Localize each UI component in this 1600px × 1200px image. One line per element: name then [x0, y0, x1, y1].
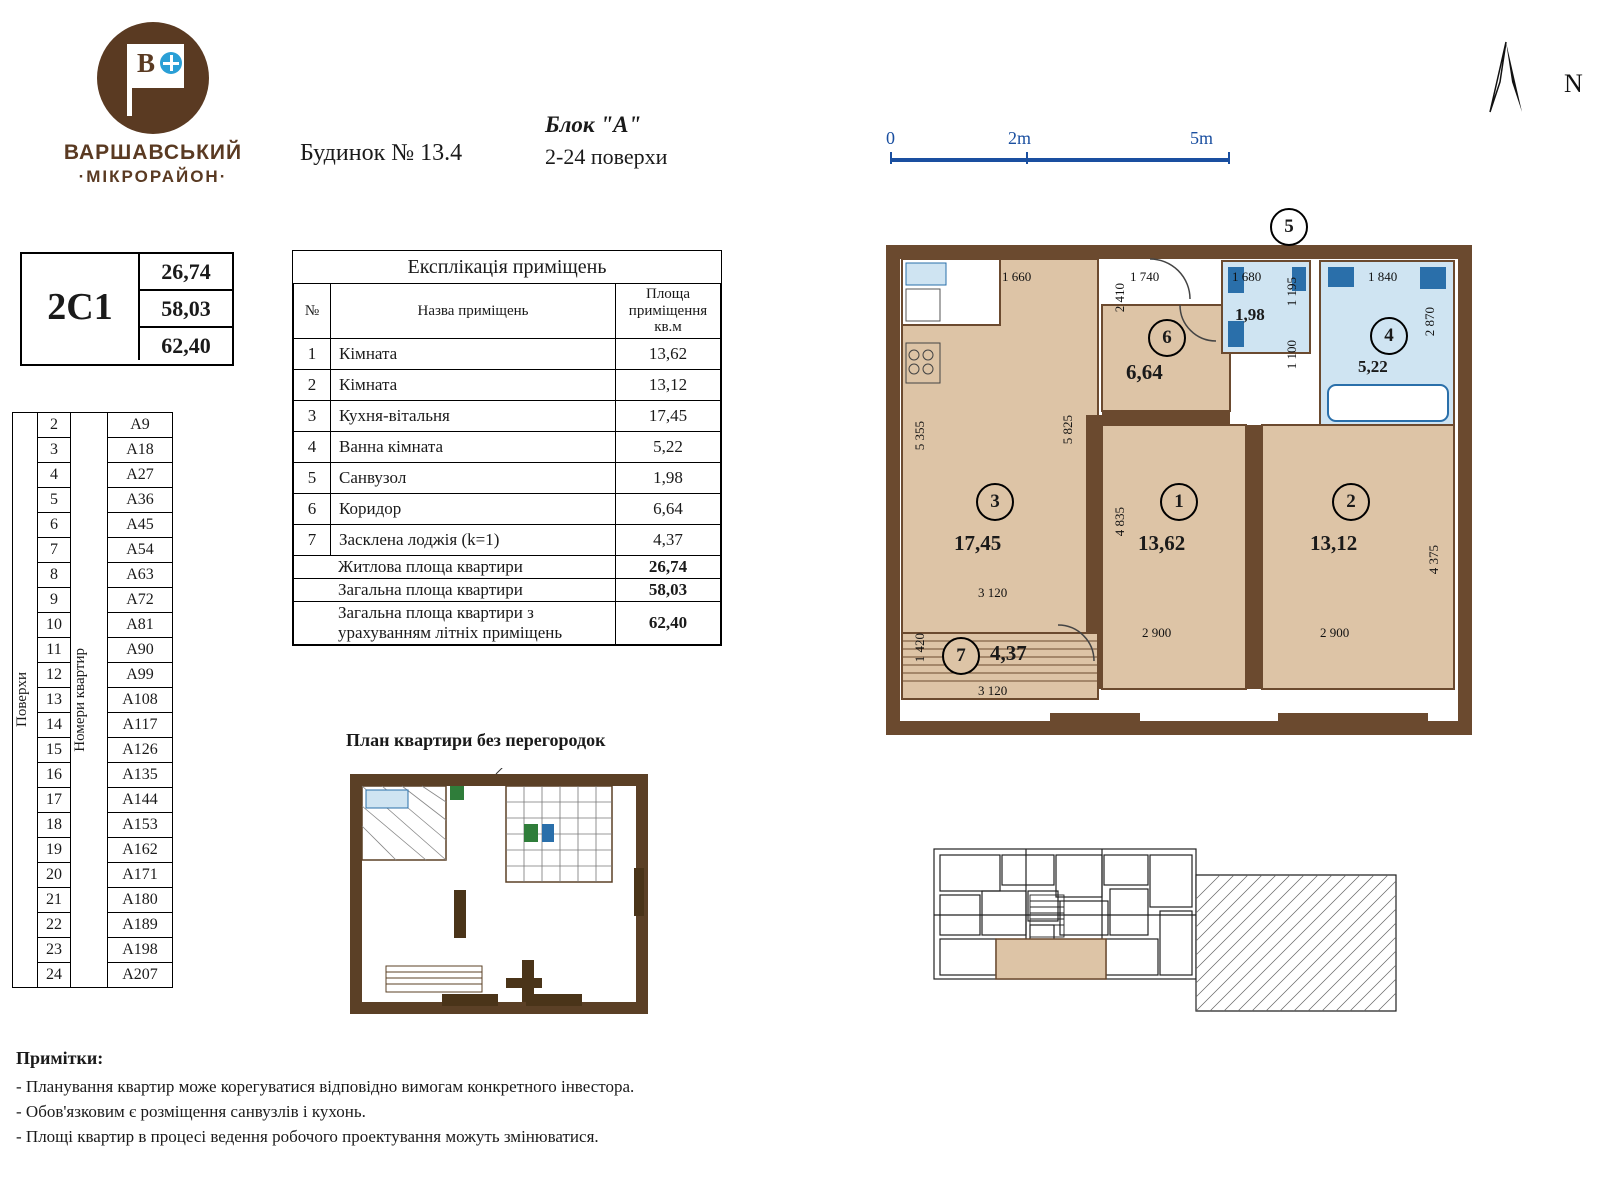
dim-top-4: 1 840 — [1368, 269, 1398, 284]
apartment-number: А45 — [108, 513, 173, 538]
summary-area: 62,40 — [616, 602, 721, 645]
room-area: 4,37 — [616, 525, 721, 556]
explication-row — [294, 370, 721, 401]
room-name: Кімната — [331, 370, 616, 401]
plan-room-number-3: 3 — [976, 483, 1014, 521]
explication-summary-row — [294, 602, 721, 645]
room-name: Санвузол — [331, 463, 616, 494]
floor-number: 8 — [38, 563, 71, 588]
floor-number: 7 — [38, 538, 71, 563]
apartment-number: А9 — [108, 413, 173, 438]
col-header-num: № — [294, 284, 331, 339]
north-arrow-icon — [1478, 38, 1588, 118]
plan-room-number-2: 2 — [1332, 483, 1370, 521]
plan-room-number-5: 5 — [1270, 208, 1308, 246]
explication-row — [294, 339, 721, 370]
apartment-number: А54 — [108, 538, 173, 563]
note-item: - Площі квартир в процесі ведення робочого проектування можуть змінюватися. — [16, 1127, 599, 1146]
apartment-number: А171 — [108, 863, 173, 888]
house-number: Будинок № 13.4 — [300, 140, 463, 166]
logo-line-2: ·МІКРОРАЙОН· — [78, 167, 228, 187]
floor-number: 15 — [38, 738, 71, 763]
room-number: 5 — [294, 463, 331, 494]
summary-name: Житлова площа квартири — [294, 556, 616, 579]
room-number: 7 — [294, 525, 331, 556]
explication-title: Експлікація приміщень — [294, 251, 721, 284]
scale-bar — [886, 128, 1250, 178]
floor-number: 23 — [38, 938, 71, 963]
apartment-type-code: 2С1 — [47, 286, 113, 328]
note-item: - Обов'язковим є розміщення санвузлів і кухонь. — [16, 1102, 366, 1121]
floor-number: 16 — [38, 763, 71, 788]
plan-room-number-4: 4 — [1370, 317, 1408, 355]
floors-apartments-table — [12, 412, 173, 988]
dim-bottom-2: 2 900 — [1142, 625, 1172, 640]
dim-inner-5: 4 835 — [1112, 507, 1127, 537]
floor-number: 12 — [38, 663, 71, 688]
apartment-number: А108 — [108, 688, 173, 713]
plan-room-area-7: 4,37 — [990, 641, 1027, 665]
floors-table-row — [13, 413, 173, 438]
no-partitions-plan — [346, 768, 652, 1020]
dim-inner-6: 4 375 — [1426, 545, 1441, 575]
apartment-number: А18 — [108, 438, 173, 463]
room-area: 17,45 — [616, 401, 721, 432]
apartment-number: А63 — [108, 563, 173, 588]
logo-emblem-icon — [97, 22, 209, 134]
building-floor-plan — [930, 845, 1400, 1095]
room-area: 13,62 — [616, 339, 721, 370]
col-header-name: Назва приміщень — [331, 284, 616, 339]
explication-row — [294, 463, 721, 494]
apartment-number: А117 — [108, 713, 173, 738]
room-area: 13,12 — [616, 370, 721, 401]
room-name: Кухня-вітальня — [331, 401, 616, 432]
room-number: 6 — [294, 494, 331, 525]
notes-title: Примітки: — [16, 1048, 104, 1068]
apartment-number: А126 — [108, 738, 173, 763]
scale-label-2m: 2m — [1008, 128, 1032, 148]
room-name: Засклена лоджія (k=1) — [331, 525, 616, 556]
dim-left-2: 5 825 — [1060, 415, 1075, 445]
apartment-number: А153 — [108, 813, 173, 838]
floor-number: 5 — [38, 488, 71, 513]
apartment-number: А99 — [108, 663, 173, 688]
floors-range: 2-24 поверхи — [545, 144, 668, 169]
apartment-number: А135 — [108, 763, 173, 788]
scale-label-0: 0 — [886, 128, 895, 148]
room-area: 6,64 — [616, 494, 721, 525]
note-item: - Планування квартир може корегуватися відповідно вимогам конкретного інвестора. — [16, 1077, 635, 1096]
plan-room-area-2: 13,12 — [1310, 531, 1358, 555]
floor-number: 14 — [38, 713, 71, 738]
explication-table — [292, 250, 722, 646]
plan-room-area-1: 13,62 — [1138, 531, 1186, 555]
floor-number: 21 — [38, 888, 71, 913]
dim-top-2: 1 740 — [1130, 269, 1160, 284]
dim-top-1: 1 660 — [1002, 269, 1032, 284]
plan-room-area-5: 1,98 — [1235, 305, 1265, 324]
floor-number: 6 — [38, 513, 71, 538]
dim-bottom-1: 3 120 — [978, 585, 1008, 600]
room-number: 2 — [294, 370, 331, 401]
living-area-value: 26,74 — [161, 258, 211, 284]
room-number: 3 — [294, 401, 331, 432]
plan-room-number-1: 1 — [1160, 483, 1198, 521]
dim-inner-3: 1 100 — [1284, 340, 1299, 370]
apartment-number: А162 — [108, 838, 173, 863]
plan-room-number-6: 6 — [1148, 319, 1186, 357]
dim-top-3: 1 680 — [1232, 269, 1262, 284]
apartment-type-box — [20, 252, 234, 366]
floor-number: 13 — [38, 688, 71, 713]
summary-area: 26,74 — [616, 556, 721, 579]
svg-text:N: N — [1564, 69, 1583, 98]
apartment-number: А90 — [108, 638, 173, 663]
floor-number: 22 — [38, 913, 71, 938]
dim-bottom-4: 3 120 — [978, 683, 1008, 698]
floor-number: 17 — [38, 788, 71, 813]
summary-name: Загальна площа квартири — [294, 579, 616, 602]
floors-column-header: Поверхи — [13, 413, 38, 988]
no-partitions-plan-label: План квартири без перегородок — [346, 730, 606, 750]
dim-inner-1: 2 410 — [1112, 283, 1127, 313]
summary-area: 58,03 — [616, 579, 721, 602]
explication-summary-row — [294, 556, 721, 579]
apartment-number: А207 — [108, 963, 173, 988]
floor-number: 9 — [38, 588, 71, 613]
logo-text — [38, 140, 268, 188]
plan-room-area-3: 17,45 — [954, 531, 1002, 555]
dim-bottom-3: 2 900 — [1320, 625, 1350, 640]
explication-row — [294, 525, 721, 556]
scale-label-5m: 5m — [1190, 128, 1214, 148]
block-name: Блок "А" — [545, 112, 642, 137]
room-name: Кімната — [331, 339, 616, 370]
dim-inner-2: 1 195 — [1284, 277, 1299, 307]
floor-number: 10 — [38, 613, 71, 638]
room-area: 5,22 — [616, 432, 721, 463]
apartment-number: А72 — [108, 588, 173, 613]
apartment-floor-plan — [880, 216, 1480, 745]
floor-number: 3 — [38, 438, 71, 463]
floor-number: 18 — [38, 813, 71, 838]
explication-summary-row — [294, 579, 721, 602]
floor-number: 11 — [38, 638, 71, 663]
col-header-area: Площа приміщення кв.м — [616, 284, 721, 339]
apartment-number: А198 — [108, 938, 173, 963]
floor-number: 24 — [38, 963, 71, 988]
room-area: 1,98 — [616, 463, 721, 494]
medical-cross-icon — [160, 52, 182, 74]
logo-line-1: ВАРШАВСЬКИЙ — [63, 141, 243, 164]
brand-logo — [38, 22, 268, 188]
plan-room-area-4: 5,22 — [1358, 357, 1388, 376]
explication-row — [294, 432, 721, 463]
apartment-number: А81 — [108, 613, 173, 638]
apartment-number: А180 — [108, 888, 173, 913]
explication-row — [294, 494, 721, 525]
summary-name: Загальна площа квартири з урахуванням літніх приміщень — [294, 602, 616, 645]
floor-number: 4 — [38, 463, 71, 488]
dim-inner-7: 1 420 — [912, 633, 927, 663]
room-number: 1 — [294, 339, 331, 370]
explication-row — [294, 401, 721, 432]
apartments-column-header: Номери квартир — [71, 413, 108, 988]
total-area-value: 58,03 — [140, 289, 232, 326]
dim-left-1: 5 355 — [912, 421, 927, 451]
logo-flag-letter: В — [137, 48, 156, 78]
floor-number: 20 — [38, 863, 71, 888]
room-name: Ванна кімната — [331, 432, 616, 463]
apartment-number: А189 — [108, 913, 173, 938]
plan-room-number-7: 7 — [942, 637, 980, 675]
room-number: 4 — [294, 432, 331, 463]
total-with-summer-value: 62,40 — [140, 326, 232, 363]
apartment-number: А27 — [108, 463, 173, 488]
floor-number: 19 — [38, 838, 71, 863]
plan-room-area-6: 6,64 — [1126, 360, 1163, 384]
apartment-number: А36 — [108, 488, 173, 513]
floor-number: 2 — [38, 413, 71, 438]
notes-block — [16, 1048, 916, 1152]
dim-inner-4: 2 870 — [1422, 307, 1437, 337]
apartment-number: А144 — [108, 788, 173, 813]
room-name: Коридор — [331, 494, 616, 525]
